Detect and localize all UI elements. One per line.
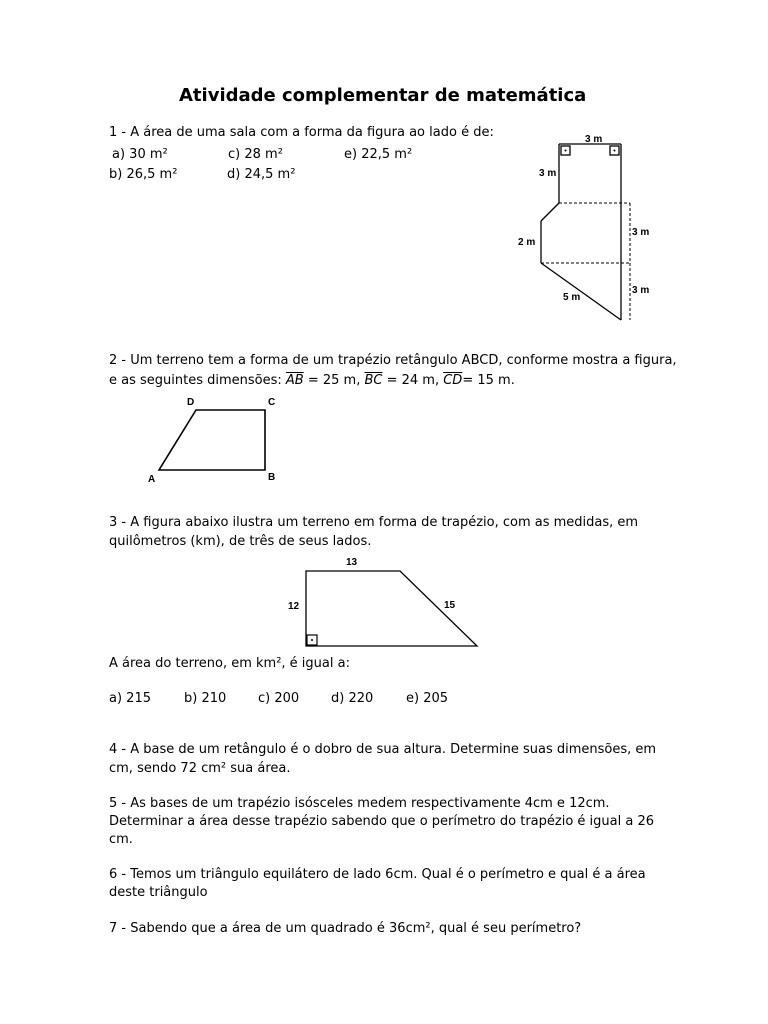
q5-line3: cm. — [109, 832, 133, 847]
q5-line2: Determinar a área desse trapézio sabendo que o perímetro do trapézio é igual a 26 — [109, 814, 654, 829]
q3-line2: quilômetros (km), de três de seus lados. — [109, 534, 372, 549]
q3-option-d: d) 220 — [331, 691, 374, 706]
segment-ab: $\overline{AB}$ — [285, 373, 304, 388]
q3-option-a: a) 215 — [109, 691, 151, 706]
q3-statement: - A figura abaixo ilustra um terreno em forma de trapézio, com as medidas, em — [117, 515, 639, 530]
q2-label-a: A — [148, 474, 156, 485]
q6-line1: 6 - Temos um triângulo equilátero de lado 6cm. Qual é o perímetro e qual é a área — [109, 867, 646, 882]
segment-bc-value: = 24 m, — [382, 373, 444, 388]
q3-label-top: 13 — [346, 557, 358, 568]
q1-label-left-top: 3 m — [539, 168, 557, 179]
q1-label-left-mid: 2 m — [518, 237, 536, 248]
segment-ab-value: = 25 m, — [303, 373, 365, 388]
q2-number: 2 — [109, 353, 118, 368]
q3-option-c: c) 200 — [258, 691, 300, 706]
q1-text — [109, 123, 494, 142]
q2-label-b: B — [268, 472, 276, 483]
q5-line1: 5 - As bases de um trapézio isósceles medem respectivamente 4cm e 12cm. — [109, 796, 610, 811]
segment-cd-value: = 15 m. — [462, 373, 515, 388]
q4-line2: cm, sendo 72 cm² sua área. — [109, 761, 291, 776]
q3-line1 — [109, 513, 638, 532]
page-title: Atividade complementar de matemática — [179, 85, 587, 106]
q1-option-e: e) 22,5 m² — [344, 147, 413, 162]
q1-option-c: c) 28 m² — [228, 147, 283, 162]
q1-label-right-bot: 3 m — [632, 285, 650, 296]
q3-label-left: 12 — [288, 601, 300, 612]
q2-statement: - Um terreno tem a forma de um trapézio retângulo ABCD, conforme mostra a figura, — [117, 353, 677, 368]
segment-bc: $\overline{BC}$ — [364, 373, 383, 388]
q3-option-b: b) 210 — [184, 691, 227, 706]
q1-label-top: 3 m — [585, 134, 603, 145]
q4-line1: 4 - A base de um retângulo é o dobro de sua altura. Determine suas dimensões, em — [109, 742, 657, 757]
q2-line2-prefix: e as seguintes dimensões: — [109, 373, 286, 388]
q3-option-e: e) 205 — [406, 691, 449, 706]
q2-trapezoid-figure — [150, 400, 280, 490]
q1-option-d: d) 24,5 m² — [227, 167, 296, 182]
q3-question: A área do terreno, em km², é igual a: — [109, 656, 350, 671]
q3-trapezoid-figure — [300, 565, 485, 655]
q2-line2 — [109, 371, 515, 390]
q6-line2: deste triângulo — [109, 885, 208, 900]
q3-label-diag: 15 — [444, 600, 456, 611]
q1-label-right-mid: 3 m — [632, 227, 650, 238]
q1-number: 1 — [109, 125, 118, 140]
q1-label-diag: 5 m — [563, 292, 581, 303]
q1-statement: - A área de uma sala com a forma da figura ao lado é de: — [117, 125, 494, 140]
segment-cd: $\overline{CD}$ — [443, 373, 463, 388]
q1-option-a: a) 30 m² — [112, 147, 168, 162]
q7-line1: 7 - Sabendo que a área de um quadrado é 36cm², qual é seu perímetro? — [109, 921, 582, 936]
q3-number: 3 — [109, 515, 118, 530]
q2-label-c: C — [268, 397, 276, 408]
q2-label-d: D — [187, 397, 195, 408]
q1-option-b: b) 26,5 m² — [109, 167, 178, 182]
q2-line1 — [109, 351, 677, 370]
